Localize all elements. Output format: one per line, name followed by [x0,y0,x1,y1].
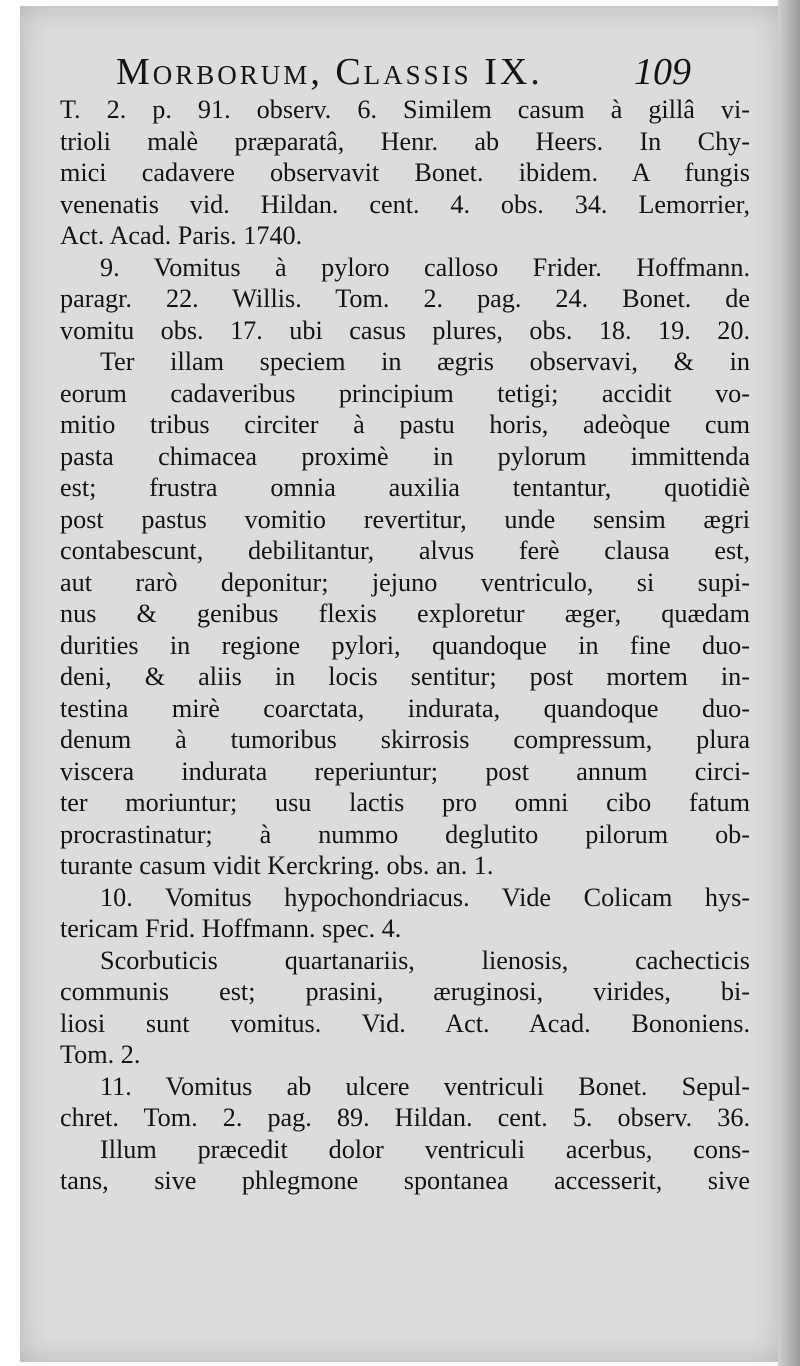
running-head: Morborum, Classis IX. [116,51,543,93]
text-line: trioli malè præparatâ, Henr. ab Heers. In Chy- [60,126,750,156]
text-line: communis est; prasini, æruginosi, virides, bi- [60,977,750,1006]
text-line: 9. Vomitus à pyloro calloso Frider. Hoffmann. [100,252,750,282]
text-line: vomitu obs. 17. ubi casus plures, obs. 18. 19. 20. [60,315,750,345]
text-line: viscera indurata reperiuntur; post annum circi- [60,756,750,786]
page-number: 109 [634,51,691,93]
page-gutter [778,0,800,1366]
text-line: tericam Frid. Hoffmann. spec. 4. [60,914,402,943]
text-line: nus & genibus flexis exploretur æger, quædam [60,599,750,628]
text-line: venenatis vid. Hildan. cent. 4. obs. 34. Lemorrier, [60,189,750,219]
text-line: Illum præcedit dolor ventriculi acerbus, cons- [100,1134,750,1164]
text-line: liosi sunt vomitus. Vid. Act. Acad. Bononiens. [60,1008,750,1038]
text-line: pasta chimacea proximè in pylorum immittenda [60,441,750,471]
text-line: contabescunt, debilitantur, alvus ferè clausa est, [60,536,750,565]
text-line: testina mirè coarctata, indurata, quandoque duo- [60,693,750,723]
text-line: Ter illam speciem in ægris observavi, & in [100,347,750,376]
text-line: mici cadavere observavit Bonet. ibidem. A fungis [60,158,750,187]
text-line: durities in regione pylori, quandoque in fine duo- [60,630,750,660]
text-line: tans, sive phlegmone spontanea accesserit, sive [60,1166,750,1195]
text-line: mitio tribus circiter à pastu horis, adeòque cum [60,410,750,439]
text-line: Tom. 2. [60,1040,141,1069]
text-line: deni, & aliis in locis sentitur; post mortem in- [60,662,750,691]
text-line: turante casum vidit Kerckring. obs. an. 1. [60,851,494,880]
text-line: eorum cadaveribus principium tetigi; accidit vo- [60,378,750,408]
body-text [60,94,750,1197]
text-line: procrastinatur; à nummo deglutito pilorum ob- [60,819,750,849]
text-line: denum à tumoribus skirrosis compressum, plura [60,725,750,754]
text-line: est; frustra omnia auxilia tentantur, quotidiè [60,473,750,502]
text-line: T. 2. p. 91. observ. 6. Similem casum à gillâ vi- [60,95,750,124]
text-line: Act. Acad. Paris. 1740. [60,221,303,250]
text-line: paragr. 22. Willis. Tom. 2. pag. 24. Bonet. de [60,284,750,313]
page-header [94,46,774,96]
text-line: chret. Tom. 2. pag. 89. Hildan. cent. 5. observ. 36. [60,1103,750,1132]
text-line: ter moriuntur; usu lactis pro omni cibo fatum [60,788,750,817]
text-line: 11. Vomitus ab ulcere ventriculi Bonet. Sepul- [100,1071,750,1101]
text-line: aut rarò deponitur; jejuno ventriculo, si supi- [60,567,750,597]
text-line: 10. Vomitus hypochondriacus. Vide Colicam hys- [100,882,750,912]
text-line: post pastus vomitio revertitur, unde sensim ægri [60,504,750,534]
text-line: Scorbuticis quartanariis, lienosis, cachecticis [100,945,750,975]
